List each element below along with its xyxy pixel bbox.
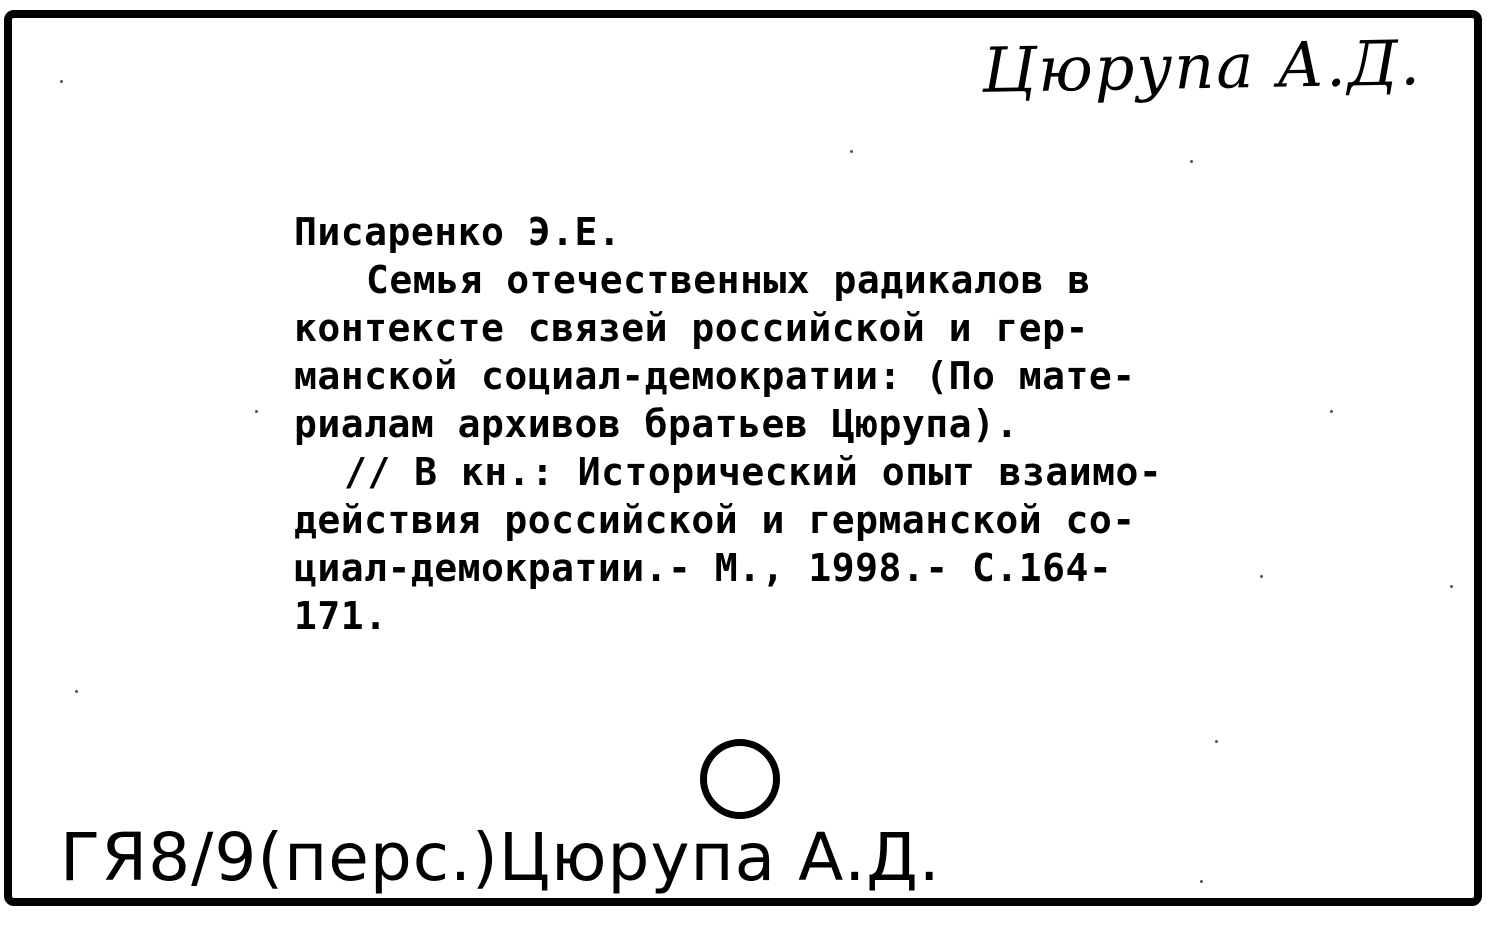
source-line-3: циал-демократии.- М., 1998.- С.164-	[294, 546, 1113, 590]
author-line: Писаренко Э.Е.	[294, 210, 622, 254]
pages-line: 171.	[294, 594, 388, 638]
scan-speck	[1200, 880, 1203, 883]
title-line-4: риалам архивов братьев Цюрупа).	[294, 402, 1019, 446]
scan-speck	[1260, 575, 1263, 578]
title-line-3: манской социал-демократии: (По мате-	[294, 354, 1136, 398]
scan-speck	[60, 80, 63, 83]
scan-speck	[75, 690, 78, 693]
title-line-2: контексте связей российской и гер-	[294, 306, 1089, 350]
handwritten-heading: Цюрупа А.Д.	[981, 26, 1423, 107]
source-line-1: // В кн.: Исторический опыт взаимо-	[344, 450, 1163, 494]
handwritten-shelf-mark: ГЯ8/9(перс.)Цюрупа А.Д.	[60, 819, 941, 896]
scan-speck	[255, 410, 258, 413]
scan-speck	[1450, 585, 1453, 588]
scan-speck	[1215, 740, 1218, 743]
scan-speck	[1190, 160, 1193, 163]
title-line-1: Семья отечественных радикалов в	[366, 258, 1091, 302]
punch-hole	[700, 739, 780, 819]
typed-bibliographic-entry	[294, 208, 1214, 640]
scan-speck	[850, 150, 853, 153]
scan-speck	[1330, 410, 1333, 413]
source-line-2: действия российской и германской со-	[294, 498, 1136, 542]
